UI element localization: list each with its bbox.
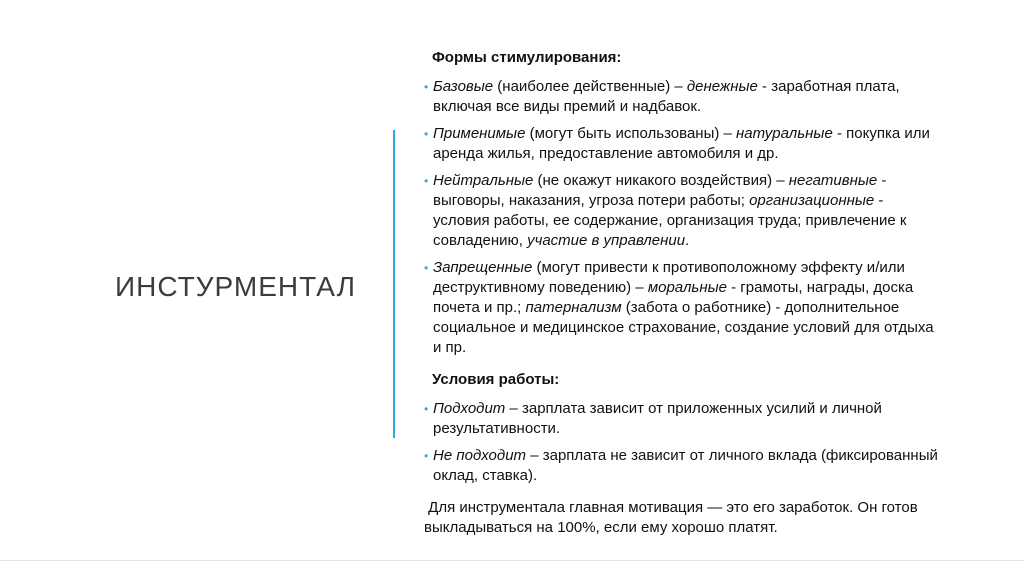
bullet-text: Не подходит – зарплата не зависит от личного вклада (фиксированный оклад, ставка). [433, 447, 938, 484]
slide-content [424, 48, 940, 538]
bullet-icon: • [424, 402, 429, 416]
bullet-item [424, 399, 940, 439]
slide-bottom-edge [0, 560, 1024, 561]
bullet-item [424, 258, 940, 358]
bullet-icon: • [424, 174, 429, 188]
bullet-text: Базовые (наиболее действенные) – денежные - заработная плата, включая все виды премий и надбавок. [433, 78, 900, 115]
section-heading: Условия работы: [432, 371, 560, 388]
bullet-text: Подходит – зарплата зависит от приложенных усилий и личной результативности. [433, 400, 882, 437]
bullet-item [424, 446, 940, 486]
bullet-text: Применимые (могут быть использованы) – натуральные - покупка или аренда жилья, предоставление автомобиля и др. [433, 125, 930, 162]
bullet-text: Нейтральные (не окажут никакого воздействия) – негативные - выговоры, наказания, угроза потери работы; организационные - условия работы, ее содержание, организация труда; привлечение к совладению, участие в управлении. [433, 172, 907, 249]
slide-title: ИНСТУРМЕНТАЛ [115, 271, 356, 302]
section-heading: Формы стимулирования: [432, 49, 622, 66]
bullet-text: Запрещенные (могут привести к противоположному эффекту и/или деструктивному поведению) – моральные - грамоты, награды, доска почета и пр.; патернализм (забота о работнике) - дополнительное социальное и медицинское страхование, создание условий для отдыха и пр. [433, 259, 934, 356]
bullet-icon: • [424, 127, 429, 141]
title-area [0, 0, 393, 574]
vertical-divider [393, 130, 395, 438]
bullet-icon: • [424, 449, 429, 463]
bullet-item [424, 171, 940, 251]
closing-paragraph: Для инструментала главная мотивация — это его заработок. Он готов выкладываться на 100%, если ему хорошо платят. [424, 499, 922, 536]
bullet-icon: • [424, 261, 429, 275]
content-sections [424, 48, 940, 486]
bullet-icon: • [424, 80, 429, 94]
bullet-item [424, 77, 940, 117]
bullet-item [424, 124, 940, 164]
